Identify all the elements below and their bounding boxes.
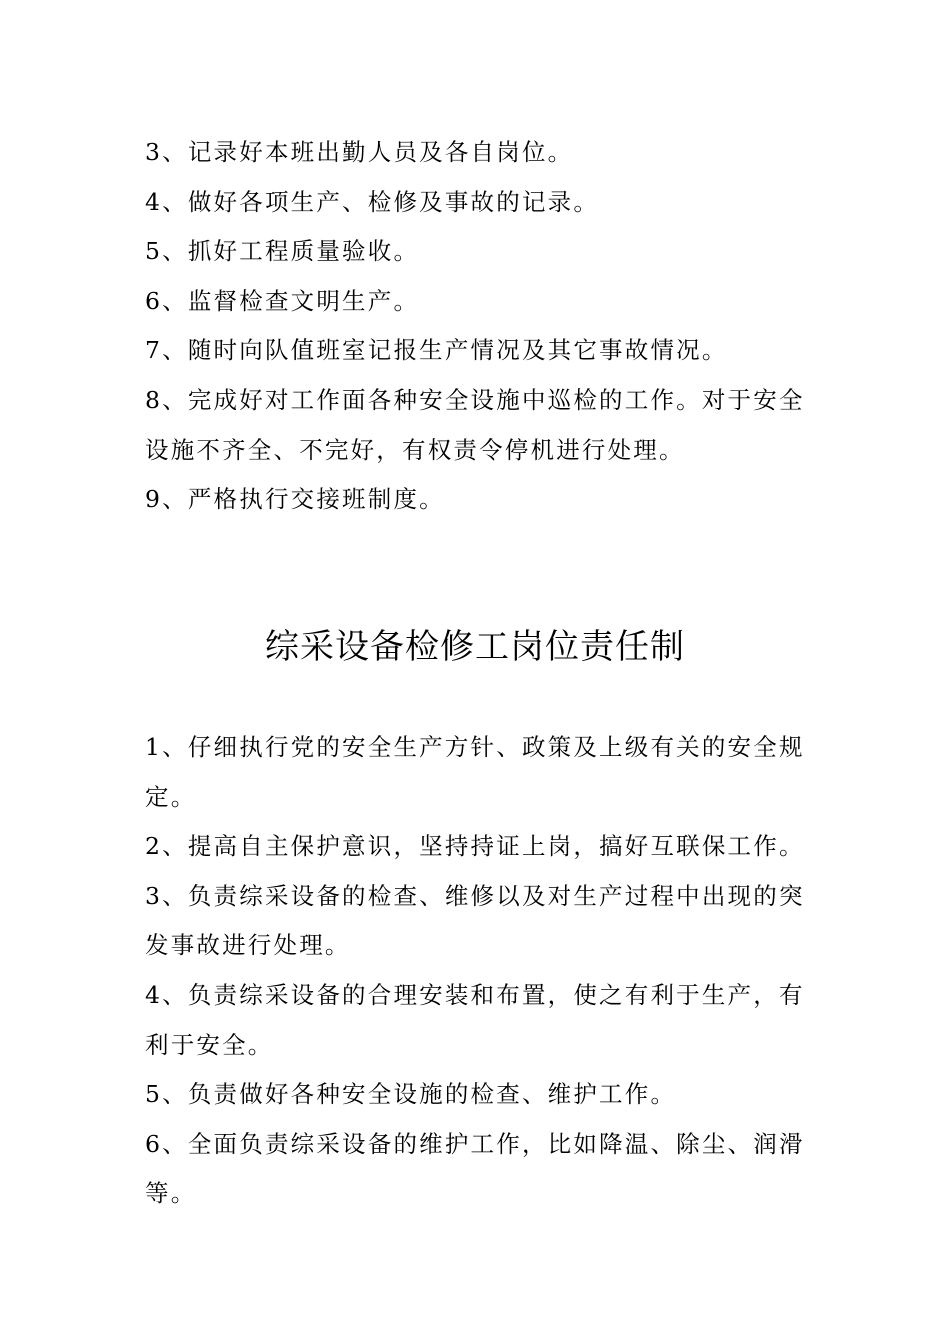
list-item: 3、负责综采设备的检查、维修以及对生产过程中出现的突发事故进行处理。 xyxy=(145,881,805,960)
list-item: 4、做好各项生产、检修及事故的记录。 xyxy=(145,187,600,216)
list-item: 5、负责做好各种安全设施的检查、维护工作。 xyxy=(145,1080,677,1109)
duty-list-previous xyxy=(145,128,807,525)
list-item: 6、全面负责综采设备的维护工作，比如降温、除尘、润滑等。 xyxy=(145,1129,805,1208)
list-item: 6、监督检查文明生产。 xyxy=(145,286,420,315)
list-item: 5、抓好工程质量验收。 xyxy=(145,237,420,266)
list-item: 1、仔细执行党的安全生产方针、政策及上级有关的安全规定。 xyxy=(145,733,805,811)
list-item: 4、负责综采设备的合理安装和布置，使之有利于生产，有利于安全。 xyxy=(145,980,805,1059)
section-title: 综采设备检修工岗位责任制 xyxy=(265,627,685,667)
list-item: 9、严格执行交接班制度。 xyxy=(145,485,445,514)
duty-list-maintenance xyxy=(145,723,807,1219)
list-item: 3、记录好本班出勤人员及各自岗位。 xyxy=(145,138,574,166)
list-item: 2、提高自主保护意识，坚持持证上岗，搞好互联保工作。 xyxy=(145,832,805,861)
list-item: 7、随时向队值班室记报生产情况及其它事故情况。 xyxy=(145,336,728,365)
list-item: 8、完成好对工作面各种安全设施中巡检的工作。对于安全设施不齐全、不完好，有权责令停机进行处理。 xyxy=(145,385,805,464)
